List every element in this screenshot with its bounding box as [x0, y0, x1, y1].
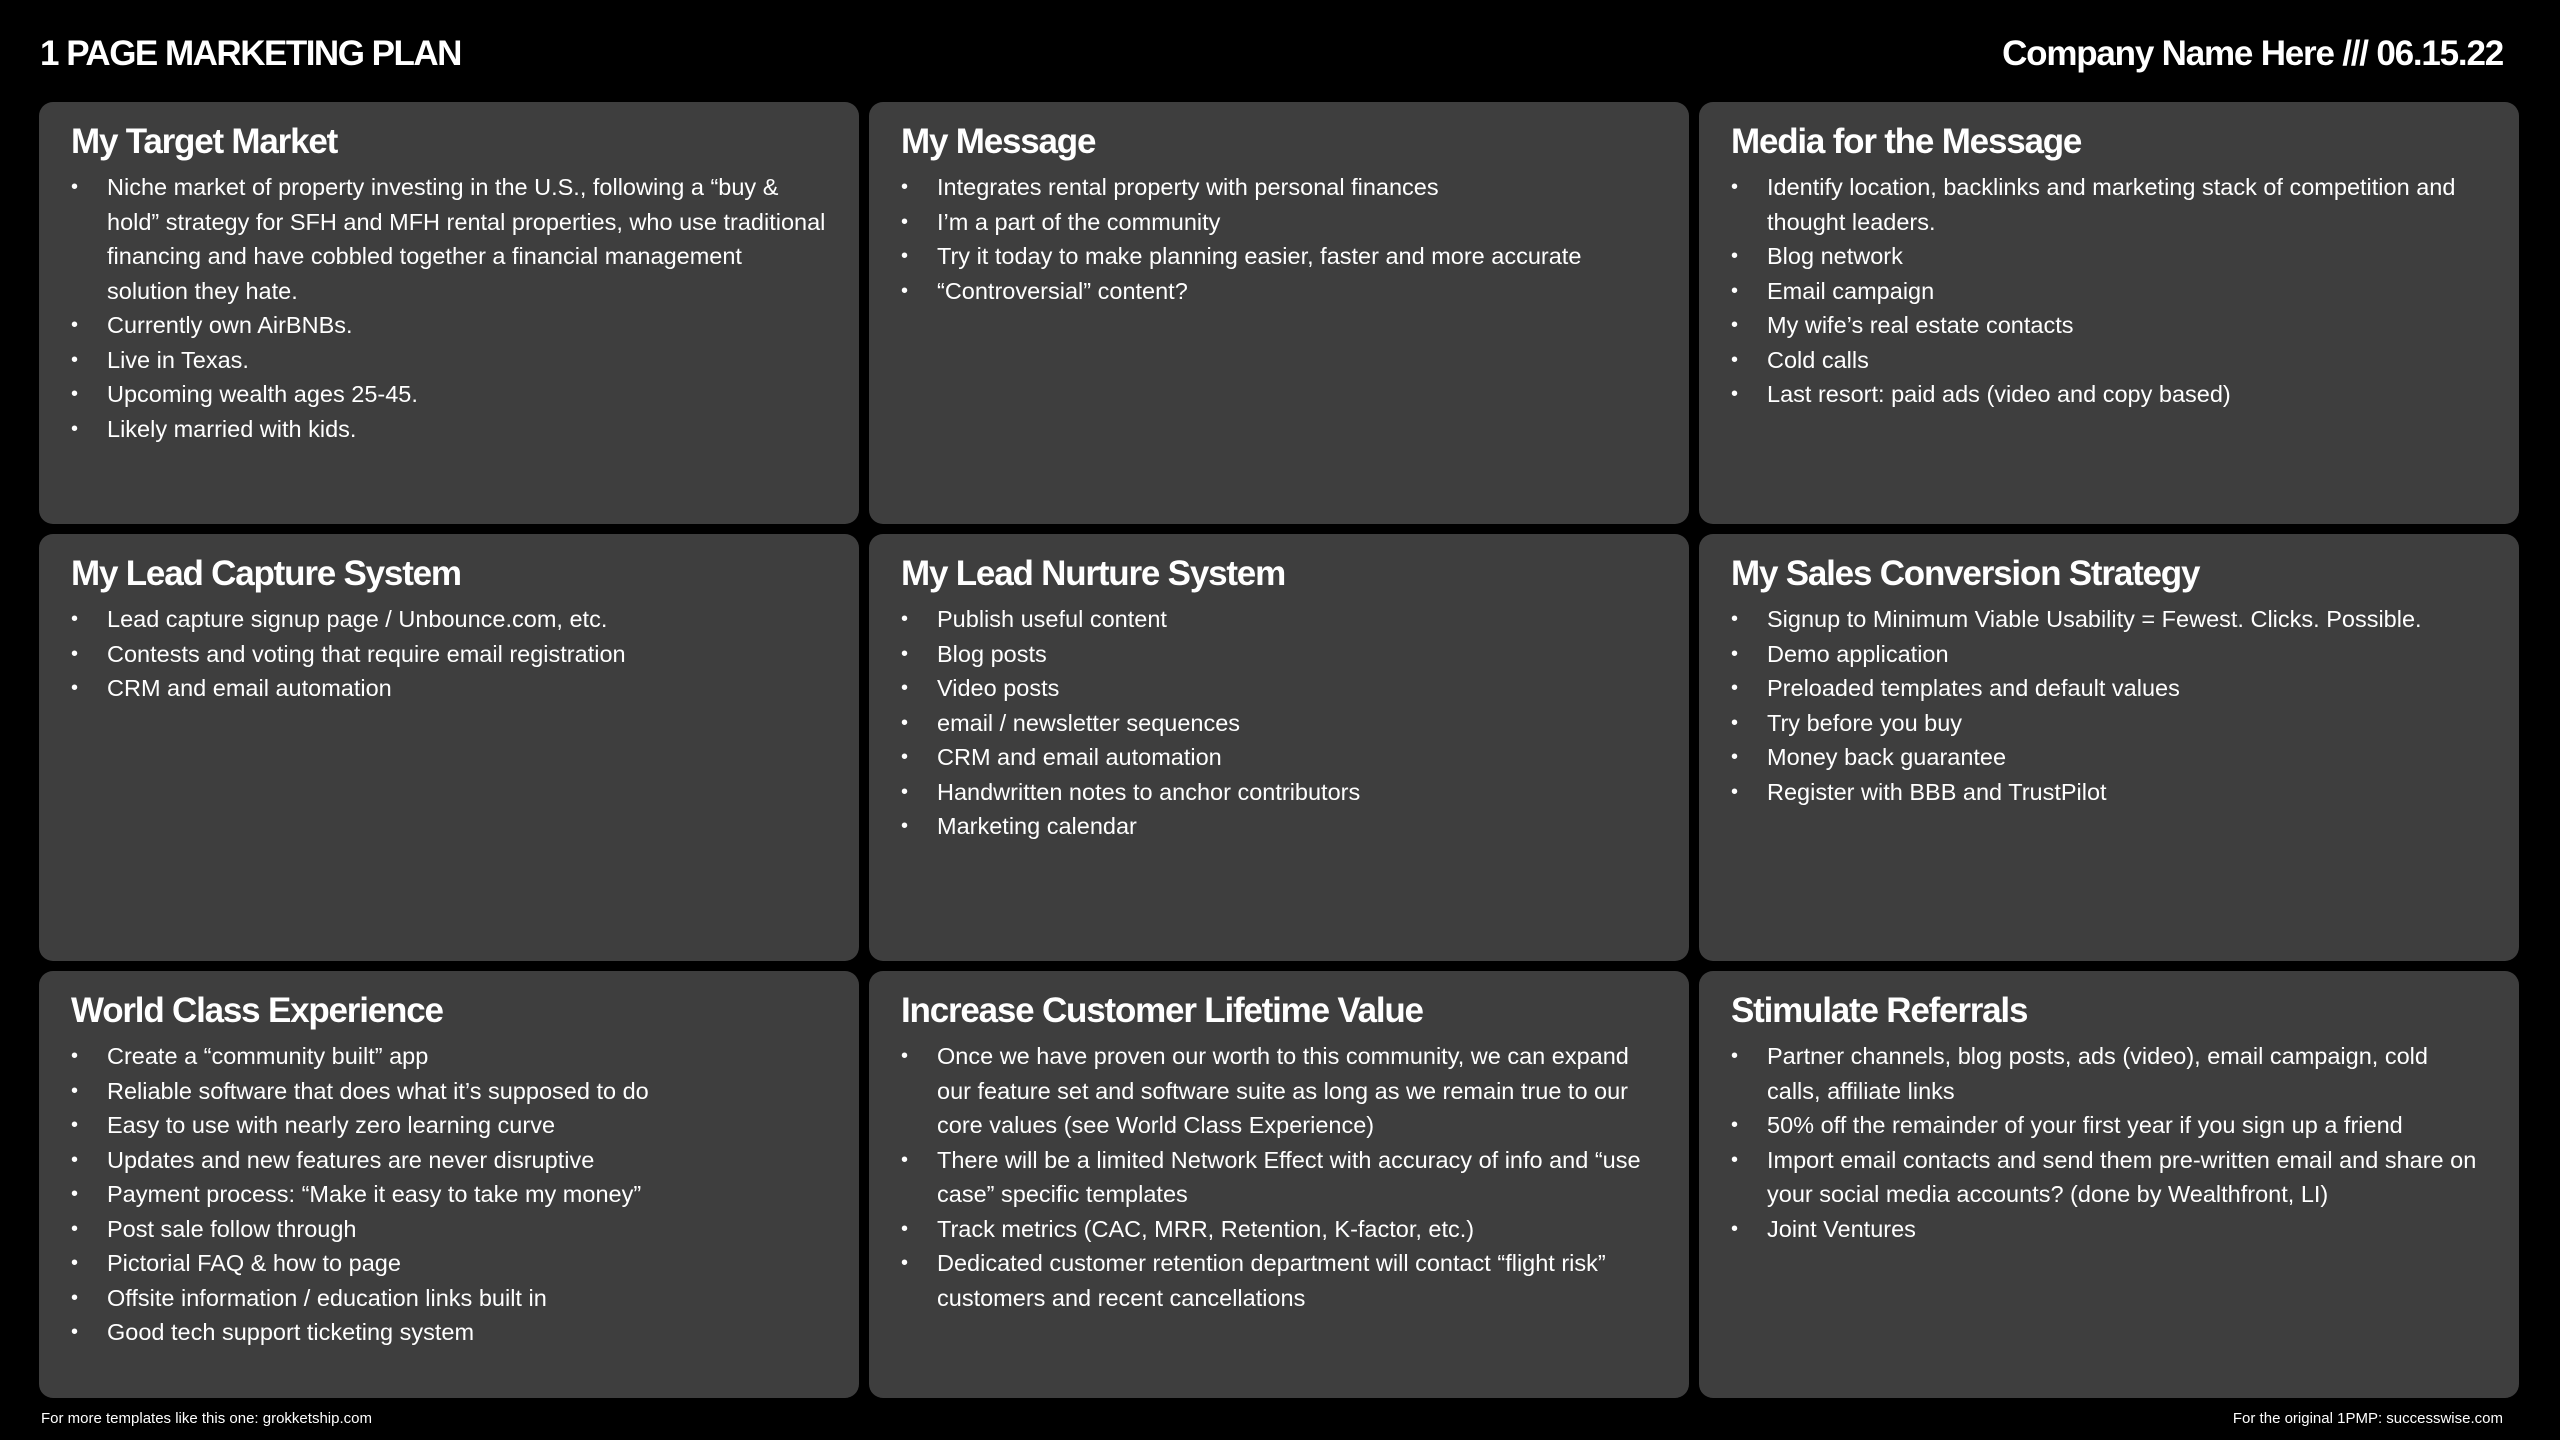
bullet-item: • Demo application [1731, 637, 2487, 672]
bullet-list [901, 170, 1657, 308]
page-title: 1 PAGE MARKETING PLAN [40, 34, 461, 73]
bullet-item: • Live in Texas. [71, 343, 827, 378]
bullet-item: • Handwritten notes to anchor contributors [901, 775, 1657, 810]
bullet-item: • Updates and new features are never disruptive [71, 1143, 827, 1178]
panel-customer-lifetime-value [869, 971, 1689, 1398]
bullet-list [1731, 602, 2487, 809]
panel-title: My Message [901, 122, 1096, 161]
bullet-item: • CRM and email automation [71, 671, 827, 706]
panel-lead-nurture [869, 534, 1689, 961]
bullet-list [901, 602, 1657, 844]
bullet-item: • Good tech support ticketing system [71, 1315, 827, 1350]
panel-media [1699, 102, 2519, 524]
bullet-item: • Blog network [1731, 239, 2487, 274]
bullet-item: • Likely married with kids. [71, 412, 827, 447]
bullet-item: • Register with BBB and TrustPilot [1731, 775, 2487, 810]
bullet-item: • Contests and voting that require email registration [71, 637, 827, 672]
panel-title: Media for the Message [1731, 122, 2082, 161]
bullet-item: • Cold calls [1731, 343, 2487, 378]
bullet-item: • There will be a limited Network Effect with accuracy of info and “use case” specific templates [901, 1143, 1657, 1212]
bullet-list [901, 1039, 1657, 1315]
footer-original-credit: For the original 1PMP: successwise.com [2232, 1410, 2503, 1427]
bullet-item: • Pictorial FAQ & how to page [71, 1246, 827, 1281]
bullet-item: • Blog posts [901, 637, 1657, 672]
panel-title: Stimulate Referrals [1731, 991, 2028, 1030]
bullet-item: • Track metrics (CAC, MRR, Retention, K-factor, etc.) [901, 1212, 1657, 1247]
panel-title: Increase Customer Lifetime Value [901, 991, 1423, 1030]
bullet-item: • Publish useful content [901, 602, 1657, 637]
bullet-item: • Payment process: “Make it easy to take my money” [71, 1177, 827, 1212]
panel-title: My Target Market [71, 122, 338, 161]
bullet-item: • Lead capture signup page / Unbounce.com, etc. [71, 602, 827, 637]
panel-lead-capture [39, 534, 859, 961]
bullet-item: • Partner channels, blog posts, ads (video), email campaign, cold calls, affiliate links [1731, 1039, 2487, 1108]
bullet-item: • Post sale follow through [71, 1212, 827, 1247]
bullet-item: • Money back guarantee [1731, 740, 2487, 775]
bullet-item: • Signup to Minimum Viable Usability = Fewest. Clicks. Possible. [1731, 602, 2487, 637]
footer-templates-credit: For more templates like this one: grokketship.com [41, 1410, 372, 1427]
bullet-item: • Currently own AirBNBs. [71, 308, 827, 343]
bullet-item: • Identify location, backlinks and marketing stack of competition and thought leaders. [1731, 170, 2487, 239]
bullet-item: • Try before you buy [1731, 706, 2487, 741]
bullet-item: • Marketing calendar [901, 809, 1657, 844]
bullet-item: • Reliable software that does what it’s supposed to do [71, 1074, 827, 1109]
bullet-list [71, 1039, 827, 1350]
bullet-item: • Import email contacts and send them pre-written email and share on your social media accounts? (done by Wealthfront, LI) [1731, 1143, 2487, 1212]
bullet-list [1731, 170, 2487, 412]
panel-title: World Class Experience [71, 991, 443, 1030]
bullet-list [71, 602, 827, 706]
bullet-list [1731, 1039, 2487, 1246]
bullet-item: • Upcoming wealth ages 25-45. [71, 377, 827, 412]
bullet-item: • I’m a part of the community [901, 205, 1657, 240]
bullet-item: • Joint Ventures [1731, 1212, 2487, 1247]
bullet-item: • Try it today to make planning easier, faster and more accurate [901, 239, 1657, 274]
panel-sales-conversion [1699, 534, 2519, 961]
bullet-item: • Once we have proven our worth to this community, we can expand our feature set and software suite as long as we remain true to our core values (see World Class Experience) [901, 1039, 1657, 1143]
panel-referrals [1699, 971, 2519, 1398]
bullet-item: • Last resort: paid ads (video and copy based) [1731, 377, 2487, 412]
bullet-item: • Integrates rental property with personal finances [901, 170, 1657, 205]
panel-target-market [39, 102, 859, 524]
bullet-item: • Niche market of property investing in the U.S., following a “buy & hold” strategy for SFH and MFH rental properties, who use traditional financing and have cobbled together a financial management solution they hate. [71, 170, 827, 308]
bullet-list [71, 170, 827, 446]
company-name-and-date: Company Name Here /// 06.15.22 [2002, 34, 2503, 73]
bullet-item: • Create a “community built” app [71, 1039, 827, 1074]
bullet-item: • Preloaded templates and default values [1731, 671, 2487, 706]
panel-title: My Sales Conversion Strategy [1731, 554, 2200, 593]
panel-message [869, 102, 1689, 524]
bullet-item: • Easy to use with nearly zero learning curve [71, 1108, 827, 1143]
bullet-item: • Dedicated customer retention department will contact “flight risk” customers and recent cancellations [901, 1246, 1657, 1315]
bullet-item: • CRM and email automation [901, 740, 1657, 775]
panel-world-class-experience [39, 971, 859, 1398]
bullet-item: • Email campaign [1731, 274, 2487, 309]
bullet-item: • email / newsletter sequences [901, 706, 1657, 741]
panel-title: My Lead Capture System [71, 554, 461, 593]
bullet-item: • Video posts [901, 671, 1657, 706]
bullet-item: • “Controversial” content? [901, 274, 1657, 309]
bullet-item: • Offsite information / education links built in [71, 1281, 827, 1316]
bullet-item: • 50% off the remainder of your first year if you sign up a friend [1731, 1108, 2487, 1143]
bullet-item: • My wife’s real estate contacts [1731, 308, 2487, 343]
plan-grid [39, 102, 2519, 1398]
panel-title: My Lead Nurture System [901, 554, 1285, 593]
